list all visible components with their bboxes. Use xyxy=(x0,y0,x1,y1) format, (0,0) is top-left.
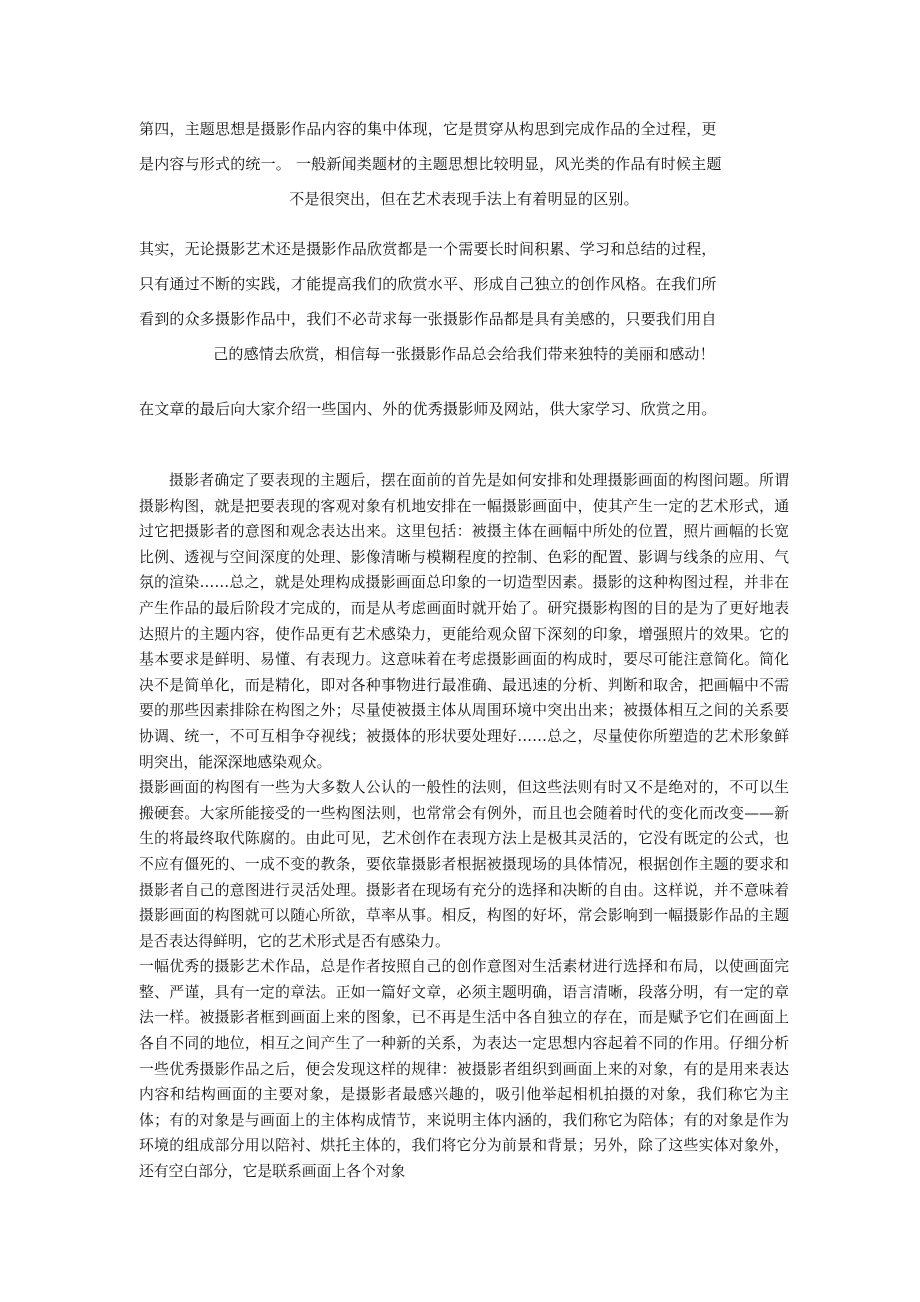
text-line: 在文章的最后向大家介绍一些国内、外的优秀摄影师及网站，供大家学习、欣赏之用。 xyxy=(139,400,717,418)
text-line: 第四，主题思想是摄影作品内容的集中体现，它是贯穿从构思到完成作品的全过程，更 xyxy=(139,120,717,138)
text-line: 己的感情去欣赏，相信每一张摄影作品总会给我们带来独特的美丽和感动！ xyxy=(213,345,715,363)
paragraph-appreciation xyxy=(139,232,789,372)
text-line: 只有通过不断的实践，才能提高我们的欣赏水平、形成自己独立的创作风格。在我们所 xyxy=(139,275,717,293)
body-paragraph: 摄影画面的构图有一些为大多数人公认的一般性的法则，但这些法则有时又不是绝对的，不可以生搬硬套。大家所能接受的一些构图法则，也常常会有例外，而且也会随着时代的变化而改变——新生的将最终取代陈腐的。由此可见，艺术创作在表现方法上是极其灵活的，它没有既定的公式，也不应有僵死的、一成不变的教条，要依靠摄影者根据被摄现场的具体情况，根据创作主题的要求和摄影者自己的意图进行灵活处理。摄影者在现场有充分的选择和决断的自由。这样说，并不意味着摄影画面的构图就可以随心所欲，草率从事。相反，构图的好坏，常会影响到一幅摄影作品的主题是否表达得鲜明，它的艺术形式是否有感染力。 xyxy=(139,779,789,950)
text-line: 其实，无论摄影艺术还是摄影作品欣赏都是一个需要长时间积累、学习和总结的过程， xyxy=(139,240,717,258)
text-line: 看到的众多摄影作品中，我们不必苛求每一张摄影作品都是具有美感的，只要我们用自 xyxy=(139,310,717,328)
composition-article-body xyxy=(139,468,789,1185)
text-line: 是内容与形式的统一。 一般新闻类题材的主题思想比较明显，风光类的作品有时候主题 xyxy=(139,155,722,173)
body-paragraph: 一幅优秀的摄影艺术作品，总是作者按照自己的创作意图对生活素材进行选择和布局，以使画面完整、严谨，具有一定的章法。正如一篇好文章，必须主题明确，语言清晰，段落分明，有一定的章法一样。被摄影者框到画面上来的图象，已不再是生活中各自独立的存在，而是赋予它们在画面上各自不同的地位，相互之间产生了一种新的关系，为表达一定思想内容起着不同的作用。仔细分析一些优秀摄影作品之后，便会发现这样的规律：被摄影者组织到画面上来的对象，有的是用来表达内容和结构画面的主要对象，是摄影者最感兴趣的，吸引他举起相机拍摄的对象，我们称它为主体；有的对象是与画面上的主体构成情节，来说明主体内涵的，我们称它为陪体；有的对象是作为环境的组成部分用以陪衬、烘托主体的，我们将它分为前景和背景；另外，除了这些实体对象外，还有空白部分，它是联系画面上各个对象 xyxy=(139,958,789,1181)
paragraph-theme-idea xyxy=(139,112,789,217)
text-line: 不是很突出，但在艺术表现手法上有着明显的区别。 xyxy=(289,190,639,208)
body-paragraph: 摄影者确定了要表现的主题后，摆在面前的首先是如何安排和处理摄影画面的构图问题。所谓摄影构图，就是把要表现的客观对象有机地安排在一幅摄影画面中，使其产生一定的艺术形式，通过它把摄影者的意图和观念表达出来。这里包括：被摄主体在画幅中所处的位置，照片画幅的长宽比例、透视与空间深度的处理、影像清晰与模糊程度的控制、色彩的配置、影调与线条的应用、气氛的渲染……总之，就是处理构成摄影画面总印象的一切造型因素。摄影的这种构图过程，并非在产生作品的最后阶段才完成的，而是从考虑画面时就开始了。研究摄影构图的目的是为了更好地表达照片的主题内容，使作品更有艺术感染力，更能给观众留下深刻的印象，增强照片的效果。它的基本要求是鲜明、易懂、有表现力。这意味着在考虑摄影画面的构成时，要尽可能注意简化。简化决不是简单化，而是精化，即对各种事物进行最准确、最迅速的分析、判断和取舍，把画幅中不需要的那些因素排除在构图之外；尽量使被摄主体从周围环境中突出出来；被摄体相互之间的关系要协调、统一，不可互相争夺视线；被摄体的形状要处理好……总之，尽量使你所塑造的艺术形象鲜明突出，能深深地感染观众。 xyxy=(139,472,789,771)
paragraph-introduction xyxy=(139,392,789,427)
